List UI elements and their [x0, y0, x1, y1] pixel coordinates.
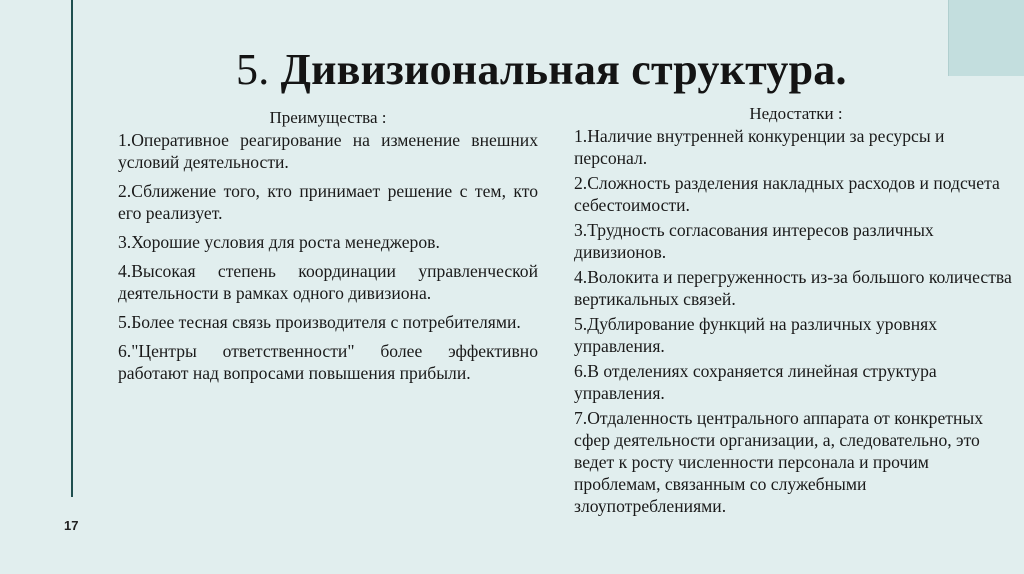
disadvantage-item: 3.Трудность согласования интересов различных дивизионов. [574, 220, 934, 262]
slide-title [236, 44, 847, 95]
advantage-item: 4.Высокая степень координации управленческой деятельности в рамках одного дивизиона. [118, 261, 538, 303]
page-number: 17 [64, 518, 79, 533]
disadvantage-item: 4.Волокита и перегруженность из-за большого количества вертикальных связей. [574, 267, 1012, 309]
disadvantage-item: 1.Наличие внутренней конкуренции за ресурсы и персонал. [574, 126, 945, 168]
title-number: 5. [236, 45, 270, 94]
corner-decoration [948, 0, 1024, 76]
corner-divider [948, 0, 949, 76]
disadvantage-item: 2.Сложность разделения накладных расходов и подсчета себестоимости. [574, 173, 1000, 215]
disadvantage-item: 7.Отдаленность центрального аппарата от конкретных сфер деятельности организации, а, следовательно, это ведет к росту численности персонала и прочим проблемам, связанным со служебными злоупотреблениями. [574, 408, 984, 516]
disadvantage-item: 6.В отделениях сохраняется линейная структура управления. [574, 361, 937, 403]
disadvantage-item: 5.Дублирование функций на различных уровнях управления. [574, 314, 938, 356]
disadvantages-column [574, 103, 1018, 520]
left-accent-line [71, 0, 73, 497]
advantage-item: 1.Оперативное реагирование на изменение внешних условий деятельности. [118, 130, 538, 172]
advantage-item: 5.Более тесная связь производителя с потребителями. [118, 312, 521, 332]
advantage-item: 2.Сближение того, кто принимает решение с тем, кто его реализует. [118, 181, 538, 223]
advantages-column [118, 107, 538, 391]
disadvantages-heading: Недостатки : [749, 104, 843, 123]
advantage-item: 6."Центры ответственности" более эффективно работают над вопросами повышения прибыли. [118, 341, 538, 383]
advantage-item: 3.Хорошие условия для роста менеджеров. [118, 232, 440, 252]
advantages-heading: Преимущества : [269, 108, 387, 127]
title-text: Дивизиональная структура. [280, 45, 847, 94]
